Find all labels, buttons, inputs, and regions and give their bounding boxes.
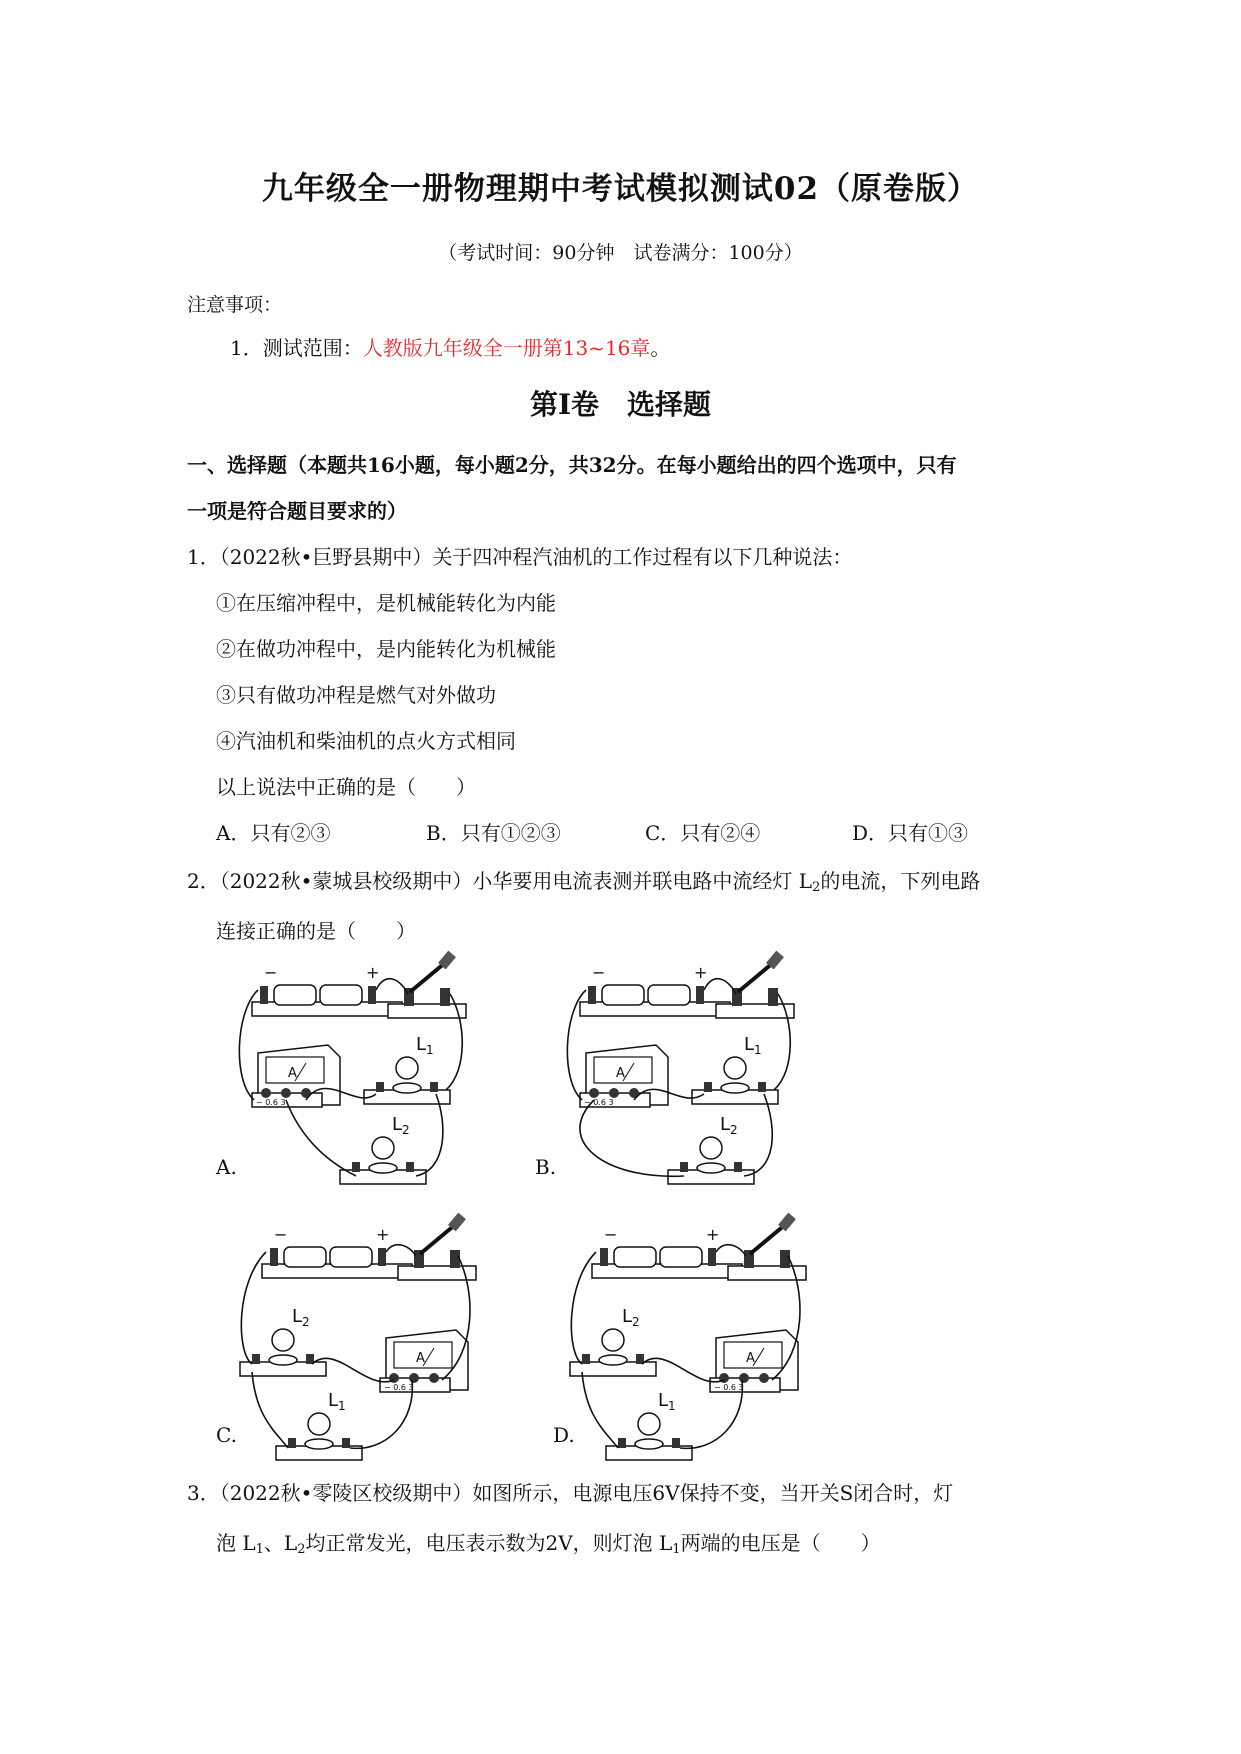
lamp-l1-terminal <box>342 1438 350 1448</box>
switch-post <box>450 1250 460 1268</box>
battery-terminal <box>708 1248 716 1266</box>
wire <box>744 1094 772 1176</box>
lamp-l1-terminal <box>758 1082 766 1092</box>
ammeter-letter: A <box>746 1351 755 1366</box>
plus-sign: + <box>366 963 380 982</box>
ammeter-terminal <box>281 1088 291 1098</box>
ammeter-terminal <box>409 1373 419 1383</box>
switch-blade <box>420 1224 456 1254</box>
part-heading-line2: 一项是符合题目要求的） <box>187 499 407 523</box>
plus-sign: + <box>376 1225 390 1244</box>
lamp-l1-terminal <box>672 1438 680 1448</box>
lamp-l2-terminal <box>680 1162 688 1172</box>
lamp-l2-terminal <box>734 1162 742 1172</box>
lamp-l2-terminal <box>352 1162 360 1172</box>
battery-terminal <box>600 1248 608 1266</box>
switch-base <box>716 1004 794 1018</box>
q1-option-b: B．只有①②③ <box>426 821 561 845</box>
battery-terminal <box>260 986 268 1004</box>
q2-figure-label-a: A. <box>216 1155 237 1179</box>
battery-cell <box>330 1247 372 1267</box>
lamp-l1-terminal <box>618 1438 626 1448</box>
battery-cell <box>602 985 644 1005</box>
lamp-l2-label: $L_2$ <box>720 1114 738 1137</box>
q3-line2-c: 均正常发光，电压表示数为2V，则灯泡 L <box>305 1531 673 1555</box>
q2-figure-label-c: C. <box>216 1423 237 1447</box>
q2-stem-a: 2．（2022秋•蒙城县校级期中）小华要用电流表测并联电路中流经灯 L <box>187 869 813 893</box>
ammeter-letter: A <box>288 1066 297 1081</box>
q1-item-1: ①在压缩冲程中，是机械能转化为内能 <box>216 591 556 615</box>
q3-line2-a: 泡 L <box>216 1531 256 1555</box>
doc-title: 九年级全一册物理期中考试模拟测试02（原卷版） <box>261 171 980 207</box>
lamp-l2-label: $L_2$ <box>622 1306 640 1329</box>
lamp-l1-bulb <box>396 1057 418 1079</box>
battery-cell <box>320 985 362 1005</box>
switch-base <box>388 1004 466 1018</box>
wire <box>376 979 408 994</box>
wire <box>582 1372 618 1448</box>
lamp-l2-socket <box>599 1355 627 1365</box>
q2-stem-b: 的电流，下列电路 <box>820 869 981 893</box>
q3-line2-sub2: 2 <box>297 1542 306 1557</box>
lamp-l1-terminal <box>704 1082 712 1092</box>
lamp-l1-socket <box>393 1083 421 1093</box>
lamp-l2-label: $L_2$ <box>392 1114 410 1137</box>
note-scope-suffix: 。 <box>650 336 671 360</box>
switch-post <box>440 988 450 1006</box>
lamp-l2-socket <box>369 1163 397 1173</box>
lamp-l2-socket <box>269 1355 297 1365</box>
q3-line1: 3．（2022秋•零陵区校级期中）如图所示，电源电压6V保持不变，当开关S闭合时，灯 <box>187 1481 954 1505</box>
ammeter-scale: − 0.6 3 <box>714 1383 744 1392</box>
minus-sign: − <box>264 963 278 982</box>
q2-figure-label-b: B. <box>535 1155 557 1179</box>
lamp-l1-socket <box>721 1083 749 1093</box>
battery-cell <box>660 1247 702 1267</box>
q1-item-2: ②在做功冲程中，是内能转化为机械能 <box>216 637 556 661</box>
note-scope <box>230 332 670 361</box>
ammeter-terminal <box>739 1373 749 1383</box>
battery-terminal <box>270 1248 278 1266</box>
lamp-l2-terminal <box>252 1354 260 1364</box>
switch-post <box>780 1250 790 1268</box>
q1-option-a: A．只有②③ <box>216 821 331 845</box>
q3-line2-b: 、L <box>263 1531 298 1555</box>
lamp-l1-label: $L_1$ <box>416 1034 434 1057</box>
battery-cell <box>648 985 690 1005</box>
q2-stem-line2: 连接正确的是（ ） <box>216 919 416 943</box>
ammeter-terminal <box>609 1088 619 1098</box>
circuit-figure-b <box>564 950 804 1180</box>
lamp-l1-label: $L_1$ <box>328 1390 346 1413</box>
q3-line2-sub3: 1 <box>672 1542 681 1557</box>
q2-stem <box>187 865 980 895</box>
part-heading-line1: 一、选择题（本题共16小题，每小题2分，共32分。在每小题给出的四个选项中，只有 <box>187 453 957 477</box>
switch-post <box>768 988 778 1006</box>
wire <box>704 979 736 994</box>
ammeter-scale: − 0.6 3 <box>256 1098 286 1107</box>
battery-terminal <box>368 986 376 1004</box>
switch-blade <box>410 962 446 992</box>
lamp-l1-bulb <box>724 1057 746 1079</box>
lamp-l2-label: $L_2$ <box>292 1306 310 1329</box>
lamp-l2-terminal <box>582 1354 590 1364</box>
switch-blade <box>750 1224 786 1254</box>
section-title: 第Ⅰ卷 选择题 <box>529 388 712 421</box>
lamp-l1-label: $L_1$ <box>658 1390 676 1413</box>
minus-sign: − <box>604 1225 618 1244</box>
ammeter-terminal <box>429 1373 439 1383</box>
ammeter-scale: − 0.6 3 <box>584 1098 614 1107</box>
minus-sign: − <box>274 1225 288 1244</box>
battery-cell <box>614 1247 656 1267</box>
q1-item-3: ③只有做功冲程是燃气对外做功 <box>216 683 496 707</box>
lamp-l2-bulb <box>602 1329 624 1351</box>
battery-terminal <box>696 986 704 1004</box>
lamp-l2-bulb <box>700 1137 722 1159</box>
ammeter-letter: A <box>416 1351 425 1366</box>
q1-option-c: C．只有②④ <box>645 821 761 845</box>
lamp-l2-terminal <box>406 1162 414 1172</box>
ammeter-terminal <box>261 1088 271 1098</box>
note-scope-prefix: 1．测试范围： <box>230 336 363 360</box>
circuit-figure-d <box>566 1222 806 1452</box>
wire <box>580 1100 684 1176</box>
q1-stem: 1．（2022秋•巨野县期中）关于四冲程汽油机的工作过程有以下几种说法： <box>187 545 853 569</box>
plus-sign: + <box>706 1225 720 1244</box>
q2-figure-label-d: D. <box>553 1423 575 1447</box>
lamp-l1-terminal <box>376 1082 384 1092</box>
battery-cell <box>284 1247 326 1267</box>
ammeter-terminal <box>589 1088 599 1098</box>
q2-stem-sub: 2 <box>812 880 821 895</box>
lamp-l2-bulb <box>372 1137 394 1159</box>
ammeter-terminal <box>759 1373 769 1383</box>
q3-line2-sub1: 1 <box>255 1542 264 1557</box>
q1-item-4: ④汽油机和柴油机的点火方式相同 <box>216 729 516 753</box>
lamp-l1-socket <box>635 1439 663 1449</box>
minus-sign: − <box>592 963 606 982</box>
ammeter-scale: − 0.6 3 <box>384 1383 414 1392</box>
battery-cell <box>274 985 316 1005</box>
q3-line2 <box>216 1527 881 1557</box>
note-scope-range: 人教版九年级全一册第13~16章 <box>362 336 651 360</box>
q3-line2-d: 两端的电压是（ ） <box>680 1531 881 1555</box>
lamp-l1-bulb <box>638 1413 660 1435</box>
wire <box>386 1245 416 1256</box>
exam-info: （考试时间：90分钟 试卷满分：100分） <box>438 242 803 264</box>
lamp-l1-terminal <box>288 1438 296 1448</box>
wire <box>416 1094 443 1176</box>
lamp-l1-terminal <box>430 1082 438 1092</box>
wire <box>286 1100 356 1176</box>
circuit-figure-a <box>236 950 476 1180</box>
notes-label: 注意事项： <box>187 294 283 316</box>
battery-terminal <box>378 1248 386 1266</box>
q1-ask: 以上说法中正确的是（ ） <box>216 775 476 799</box>
lamp-l2-socket <box>697 1163 725 1173</box>
lamp-l1-socket <box>305 1439 333 1449</box>
wire <box>716 1245 746 1256</box>
circuit-figure-c <box>236 1222 476 1452</box>
lamp-l1-bulb <box>308 1413 330 1435</box>
q1-option-d: D．只有①③ <box>852 821 969 845</box>
lamp-l1-label: $L_1$ <box>744 1034 762 1057</box>
wire <box>252 1372 288 1448</box>
ammeter-letter: A <box>616 1066 625 1081</box>
battery-terminal <box>588 986 596 1004</box>
lamp-l2-bulb <box>272 1329 294 1351</box>
switch-blade <box>738 962 774 992</box>
plus-sign: + <box>694 963 708 982</box>
